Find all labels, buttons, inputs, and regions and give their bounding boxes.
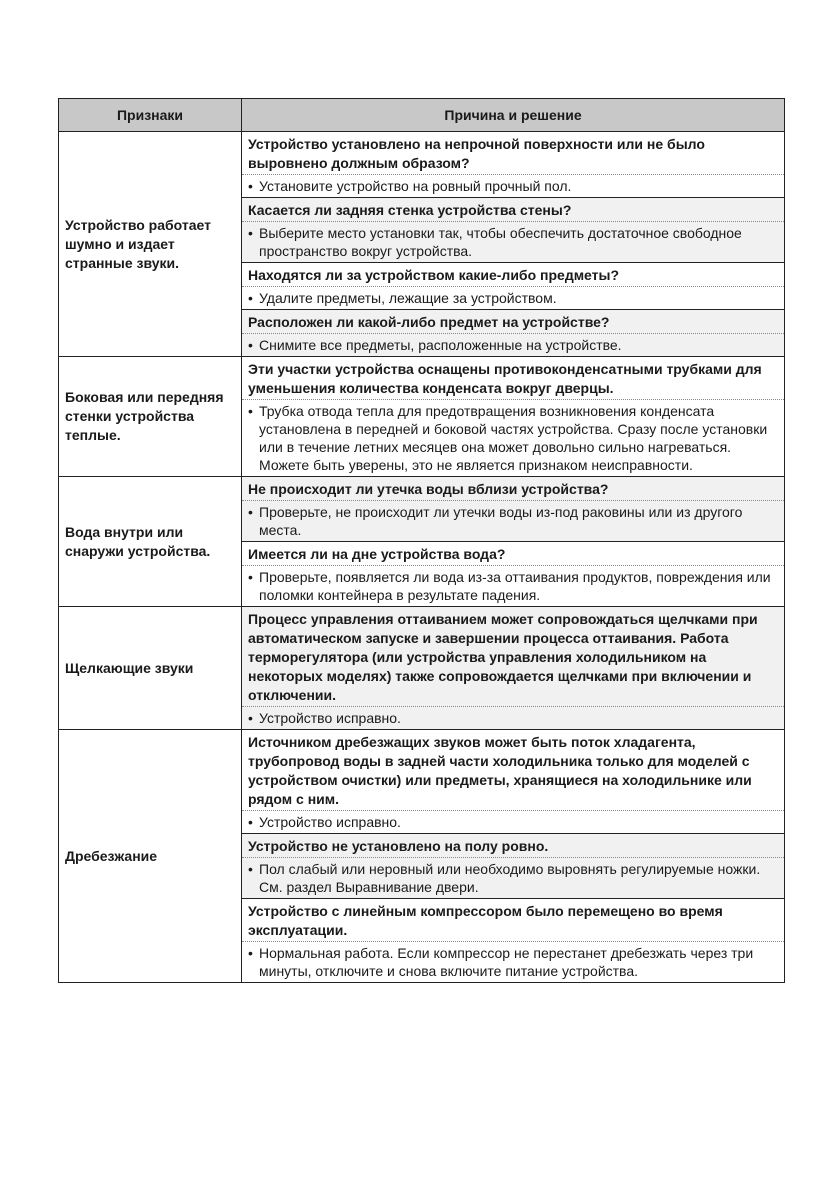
solution-text: • Пол слабый или неровный или необходимо выровнять регулируемые ножки. См. раздел Выравнивание двери. (242, 858, 784, 898)
cause-text: Не происходит ли утечка воды вблизи устройства? (242, 477, 784, 501)
qa-block (242, 477, 784, 541)
solution-cell (242, 357, 785, 477)
cause-text: Устройство с линейным компрессором было перемещено во время эксплуатации. (242, 899, 784, 942)
qa-block (242, 132, 784, 197)
header-solution: Причина и решение (242, 99, 785, 132)
solution-cell (242, 132, 785, 357)
table-header-row (59, 99, 785, 132)
table-row (59, 730, 785, 983)
cause-text: Источником дребезжащих звуков может быть поток хладагента, трубопровод воды в задней части холодильника только для моделей с устройством очистки) или предметы, хранящиеся на холодильнике или рядом с ним. (242, 730, 784, 811)
solution-text: • Удалите предметы, лежащие за устройством. (242, 287, 784, 309)
symptom-cell: Вода внутри или снаружи устройства. (59, 477, 242, 607)
qa-block (242, 607, 784, 729)
solution-cell (242, 477, 785, 607)
symptom-cell: Щелкающие звуки (59, 607, 242, 730)
qa-block (242, 357, 784, 476)
solution-text: • Проверьте, появляется ли вода из-за оттаивания продуктов, повреждения или поломки контейнера в результате падения. (242, 566, 784, 606)
header-symptom: Признаки (59, 99, 242, 132)
solution-text: • Выберите место установки так, чтобы обеспечить достаточное свободное пространство вокруг устройства. (242, 222, 784, 262)
cause-text: Находятся ли за устройством какие-либо предметы? (242, 263, 784, 287)
qa-block (242, 541, 784, 606)
solution-text: • Трубка отвода тепла для предотвращения возникновения конденсата установлена в передней и боковой частях устройства. Сразу после установки или в течение летних месяцев она может довольно сильно нагреваться. Можете быть уверены, это не является признаком неисправности. (242, 400, 784, 476)
solution-text: • Устройство исправно. (242, 707, 784, 729)
table-row (59, 607, 785, 730)
qa-block (242, 898, 784, 982)
table-row (59, 132, 785, 357)
solution-text: • Снимите все предметы, расположенные на устройстве. (242, 334, 784, 356)
qa-block (242, 833, 784, 898)
qa-block (242, 730, 784, 833)
cause-text: Устройство не установлено на полу ровно. (242, 834, 784, 858)
table-row (59, 357, 785, 477)
solution-text: • Устройство исправно. (242, 811, 784, 833)
qa-block (242, 262, 784, 309)
qa-block (242, 309, 784, 356)
solution-text: • Проверьте, не происходит ли утечки воды из-под раковины или из другого места. (242, 501, 784, 541)
qa-block (242, 197, 784, 262)
symptom-cell: Боковая или передняя стенки устройства теплые. (59, 357, 242, 477)
table-row (59, 477, 785, 607)
cause-text: Имеется ли на дне устройства вода? (242, 542, 784, 566)
cause-text: Устройство установлено на непрочной поверхности или не было выровнено должным образом? (242, 132, 784, 175)
solution-cell (242, 607, 785, 730)
symptom-cell: Устройство работает шумно и издает странные звуки. (59, 132, 242, 357)
solution-text: • Установите устройство на ровный прочный пол. (242, 175, 784, 197)
solution-text: • Нормальная работа. Если компрессор не перестанет дребезжать через три минуты, отключите и снова включите питание устройства. (242, 942, 784, 982)
troubleshooting-table (58, 98, 785, 983)
cause-text: Расположен ли какой-либо предмет на устройстве? (242, 310, 784, 334)
cause-text: Процесс управления оттаиванием может сопровождаться щелчками при автоматическом запуске и завершении процесса оттаивания. Работа терморегулятора (или устройства управления холодильником на некоторых моделях) также сопровождается щелчками при включении и отключении. (242, 607, 784, 707)
solution-cell (242, 730, 785, 983)
cause-text: Касается ли задняя стенка устройства стены? (242, 198, 784, 222)
symptom-cell: Дребезжание (59, 730, 242, 983)
cause-text: Эти участки устройства оснащены противоконденсатными трубками для уменьшения количества конденсата вокруг дверцы. (242, 357, 784, 400)
